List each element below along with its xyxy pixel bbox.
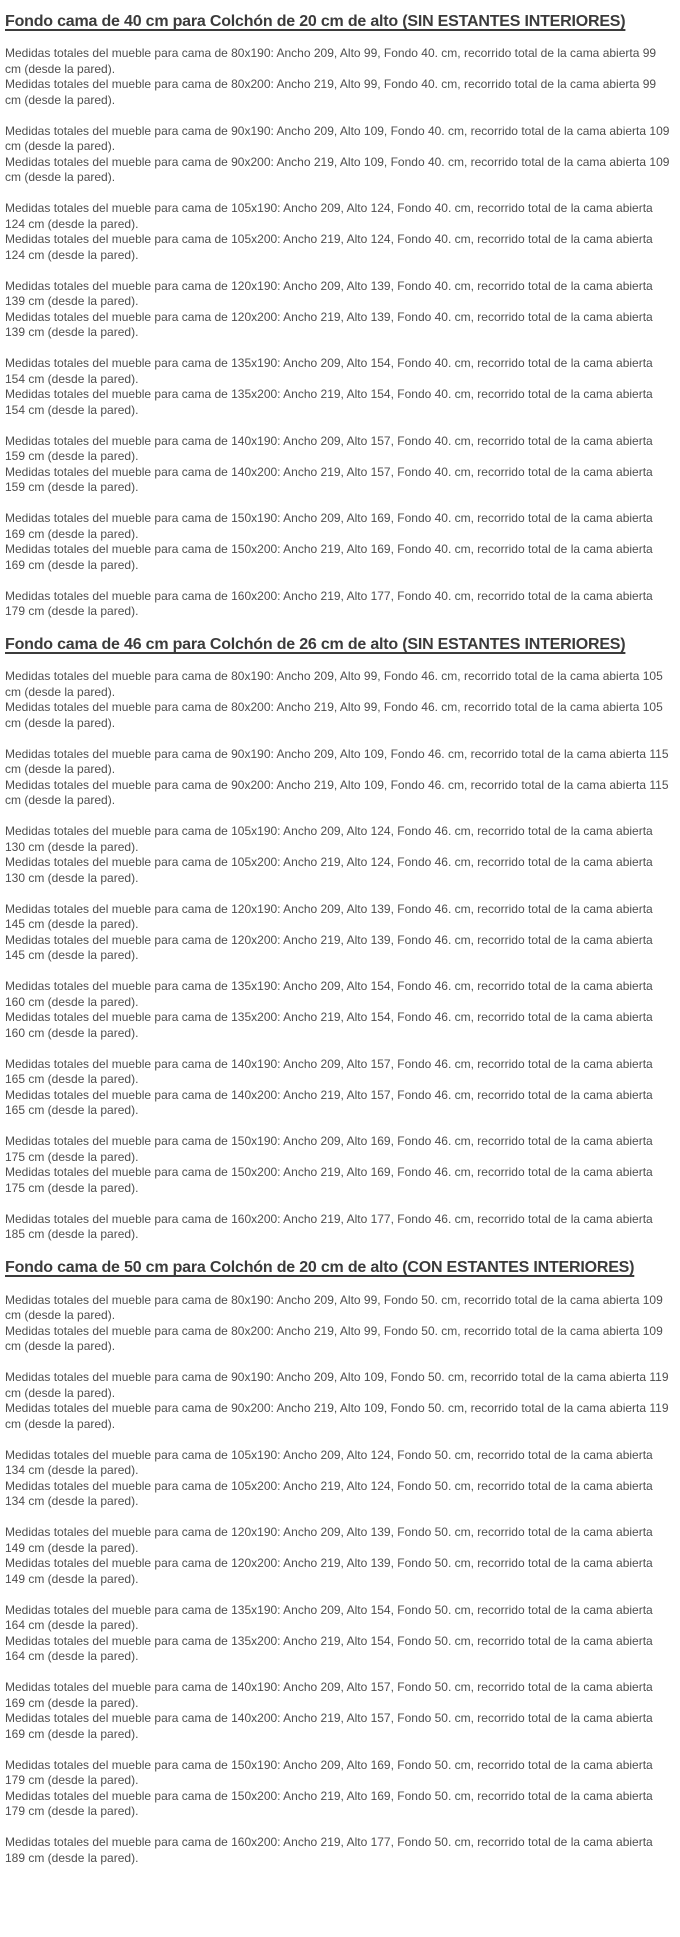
measurement-entry: Medidas totales del mueble para cama de 105x190: Ancho 209, Alto 124, Fondo 50. cm, recorrido total de la cama abierta 134 cm (desde la pared). [5,1447,653,1478]
measurement-section [5,12,675,620]
measurement-group [5,279,675,341]
measurement-entry: Medidas totales del mueble para cama de 80x200: Ancho 219, Alto 99, Fondo 50. cm, recorrido total de la cama abierta 109 cm (desde la pared). [5,1323,663,1354]
measurement-entry: Medidas totales del mueble para cama de 120x200: Ancho 219, Alto 139, Fondo 40. cm, recorrido total de la cama abierta 139 cm (desde la pared). [5,309,653,340]
section-heading: Fondo cama de 50 cm para Colchón de 20 cm de alto (CON ESTANTES INTERIORES) [5,1259,635,1277]
measurement-entry: Medidas totales del mueble para cama de 140x200: Ancho 219, Alto 157, Fondo 40. cm, recorrido total de la cama abierta 159 cm (desde la pared). [5,464,653,495]
measurement-entry: Medidas totales del mueble para cama de 120x200: Ancho 219, Alto 139, Fondo 46. cm, recorrido total de la cama abierta 145 cm (desde la pared). [5,932,653,963]
measurement-entry: Medidas totales del mueble para cama de 150x190: Ancho 209, Alto 169, Fondo 40. cm, recorrido total de la cama abierta 169 cm (desde la pared). [5,511,653,541]
measurement-entry: Medidas totales del mueble para cama de 90x200: Ancho 219, Alto 109, Fondo 40. cm, recorrido total de la cama abierta 109 cm (desde la pared). [5,154,670,185]
measurement-entry: Medidas totales del mueble para cama de 150x190: Ancho 209, Alto 169, Fondo 46. cm, recorrido total de la cama abierta 175 cm (desde la pared). [5,1134,653,1164]
measurement-group [5,356,675,418]
measurement-entry: Medidas totales del mueble para cama de 150x200: Ancho 219, Alto 169, Fondo 46. cm, recorrido total de la cama abierta 175 cm (desde la pared). [5,1165,653,1195]
measurement-entry: Medidas totales del mueble para cama de 80x200: Ancho 219, Alto 99, Fondo 46. cm, recorrido total de la cama abierta 105 cm (desde la pared). [5,700,663,730]
measurement-group [5,1293,675,1355]
measurement-entry: Medidas totales del mueble para cama de 160x200: Ancho 219, Alto 177, Fondo 46. cm, recorrido total de la cama abierta 185 cm (desde la pared). [5,1211,653,1242]
measurement-group [5,1134,675,1196]
measurement-group [5,1448,675,1510]
measurement-entry: Medidas totales del mueble para cama de 90x190: Ancho 209, Alto 109, Fondo 50. cm, recorrido total de la cama abierta 119 cm (desde la pared). [5,1370,669,1400]
measurement-group [5,1758,675,1820]
measurement-entry: Medidas totales del mueble para cama de 80x190: Ancho 209, Alto 99, Fondo 46. cm, recorrido total de la cama abierta 105 cm (desde la pared). [5,669,663,699]
measurement-entry: Medidas totales del mueble para cama de 90x200: Ancho 219, Alto 109, Fondo 46. cm, recorrido total de la cama abierta 115 cm (desde la pared). [5,777,669,808]
measurement-section [5,635,675,1243]
measurement-entry: Medidas totales del mueble para cama de 150x200: Ancho 219, Alto 169, Fondo 50. cm, recorrido total de la cama abierta 179 cm (desde la pared). [5,1788,653,1819]
measurement-entry: Medidas totales del mueble para cama de 120x190: Ancho 209, Alto 139, Fondo 46. cm, recorrido total de la cama abierta 145 cm (desde la pared). [5,901,653,932]
measurement-entry: Medidas totales del mueble para cama de 135x190: Ancho 209, Alto 154, Fondo 50. cm, recorrido total de la cama abierta 164 cm (desde la pared). [5,1602,653,1633]
measurement-entry: Medidas totales del mueble para cama de 135x190: Ancho 209, Alto 154, Fondo 46. cm, recorrido total de la cama abierta 160 cm (desde la pared). [5,979,653,1009]
measurement-entry: Medidas totales del mueble para cama de 90x190: Ancho 209, Alto 109, Fondo 40. cm, recorrido total de la cama abierta 109 cm (desde la pared). [5,123,670,154]
measurement-entry: Medidas totales del mueble para cama de 140x200: Ancho 219, Alto 157, Fondo 50. cm, recorrido total de la cama abierta 169 cm (desde la pared). [5,1711,653,1741]
measurement-group [5,1835,675,1866]
measurement-entry: Medidas totales del mueble para cama de 150x200: Ancho 219, Alto 169, Fondo 40. cm, recorrido total de la cama abierta 169 cm (desde la pared). [5,542,653,572]
measurement-entry: Medidas totales del mueble para cama de 135x200: Ancho 219, Alto 154, Fondo 50. cm, recorrido total de la cama abierta 164 cm (desde la pared). [5,1633,653,1664]
measurement-entry: Medidas totales del mueble para cama de 140x190: Ancho 209, Alto 157, Fondo 50. cm, recorrido total de la cama abierta 169 cm (desde la pared). [5,1680,653,1710]
measurement-entry: Medidas totales del mueble para cama de 135x200: Ancho 219, Alto 154, Fondo 46. cm, recorrido total de la cama abierta 160 cm (desde la pared). [5,1010,653,1040]
measurement-group [5,824,675,886]
measurement-entry: Medidas totales del mueble para cama de 105x200: Ancho 219, Alto 124, Fondo 50. cm, recorrido total de la cama abierta 134 cm (desde la pared). [5,1478,653,1509]
measurement-entry: Medidas totales del mueble para cama de 140x190: Ancho 209, Alto 157, Fondo 40. cm, recorrido total de la cama abierta 159 cm (desde la pared). [5,433,653,464]
measurement-entry: Medidas totales del mueble para cama de 120x190: Ancho 209, Alto 139, Fondo 50. cm, recorrido total de la cama abierta 149 cm (desde la pared). [5,1525,653,1555]
measurement-entry: Medidas totales del mueble para cama de 90x190: Ancho 209, Alto 109, Fondo 46. cm, recorrido total de la cama abierta 115 cm (desde la pared). [5,746,669,777]
measurement-group [5,511,675,573]
measurement-entry: Medidas totales del mueble para cama de 105x190: Ancho 209, Alto 124, Fondo 40. cm, recorrido total de la cama abierta 124 cm (desde la pared). [5,201,653,231]
measurement-group [5,124,675,186]
measurement-group [5,902,675,964]
measurement-group [5,434,675,496]
measurement-group [5,747,675,809]
measurement-entry: Medidas totales del mueble para cama de 80x200: Ancho 219, Alto 99, Fondo 40. cm, recorrido total de la cama abierta 99 cm (desde la pared). [5,77,657,107]
measurement-group [5,979,675,1041]
measurement-group [5,1212,675,1243]
measurement-entry: Medidas totales del mueble para cama de 120x200: Ancho 219, Alto 139, Fondo 50. cm, recorrido total de la cama abierta 149 cm (desde la pared). [5,1556,653,1586]
measurement-entry: Medidas totales del mueble para cama de 140x190: Ancho 209, Alto 157, Fondo 46. cm, recorrido total de la cama abierta 165 cm (desde la pared). [5,1056,653,1087]
section-heading: Fondo cama de 40 cm para Colchón de 20 cm de alto (SIN ESTANTES INTERIORES) [5,13,626,30]
measurement-entry: Medidas totales del mueble para cama de 90x200: Ancho 219, Alto 109, Fondo 50. cm, recorrido total de la cama abierta 119 cm (desde la pared). [5,1401,669,1431]
measurement-entry: Medidas totales del mueble para cama de 105x200: Ancho 219, Alto 124, Fondo 40. cm, recorrido total de la cama abierta 124 cm (desde la pared). [5,232,653,262]
measurement-group [5,1370,675,1432]
measurement-entry: Medidas totales del mueble para cama de 135x200: Ancho 219, Alto 154, Fondo 40. cm, recorrido total de la cama abierta 154 cm (desde la pared). [5,387,653,417]
measurement-entry: Medidas totales del mueble para cama de 80x190: Ancho 209, Alto 99, Fondo 40. cm, recorrido total de la cama abierta 99 cm (desde la pared). [5,46,657,76]
section-body [5,46,675,620]
measurement-group [5,589,675,620]
measurement-entry: Medidas totales del mueble para cama de 160x200: Ancho 219, Alto 177, Fondo 40. cm, recorrido total de la cama abierta 179 cm (desde la pared). [5,588,653,619]
measurement-section [5,1258,675,1866]
measurement-entry: Medidas totales del mueble para cama de 120x190: Ancho 209, Alto 139, Fondo 40. cm, recorrido total de la cama abierta 139 cm (desde la pared). [5,278,653,309]
section-body [5,669,675,1243]
measurement-entry: Medidas totales del mueble para cama de 105x190: Ancho 209, Alto 124, Fondo 46. cm, recorrido total de la cama abierta 130 cm (desde la pared). [5,824,653,854]
measurement-group [5,1680,675,1742]
measurement-entry: Medidas totales del mueble para cama de 140x200: Ancho 219, Alto 157, Fondo 46. cm, recorrido total de la cama abierta 165 cm (desde la pared). [5,1087,653,1118]
measurement-entry: Medidas totales del mueble para cama de 150x190: Ancho 209, Alto 169, Fondo 50. cm, recorrido total de la cama abierta 179 cm (desde la pared). [5,1757,653,1788]
section-heading: Fondo cama de 46 cm para Colchón de 26 cm de alto (SIN ESTANTES INTERIORES) [5,636,626,654]
section-body [5,1293,675,1867]
measurement-entry: Medidas totales del mueble para cama de 80x190: Ancho 209, Alto 99, Fondo 50. cm, recorrido total de la cama abierta 109 cm (desde la pared). [5,1292,663,1323]
measurement-entry: Medidas totales del mueble para cama de 135x190: Ancho 209, Alto 154, Fondo 40. cm, recorrido total de la cama abierta 154 cm (desde la pared). [5,356,653,386]
measurement-group [5,1057,675,1119]
measurement-group [5,1603,675,1665]
measurement-group [5,46,675,108]
measurement-group [5,201,675,263]
measurement-group [5,669,675,731]
measurement-entry: Medidas totales del mueble para cama de 160x200: Ancho 219, Alto 177, Fondo 50. cm, recorrido total de la cama abierta 189 cm (desde la pared). [5,1835,653,1865]
measurement-entry: Medidas totales del mueble para cama de 105x200: Ancho 219, Alto 124, Fondo 46. cm, recorrido total de la cama abierta 130 cm (desde la pared). [5,855,653,885]
measurement-group [5,1525,675,1587]
